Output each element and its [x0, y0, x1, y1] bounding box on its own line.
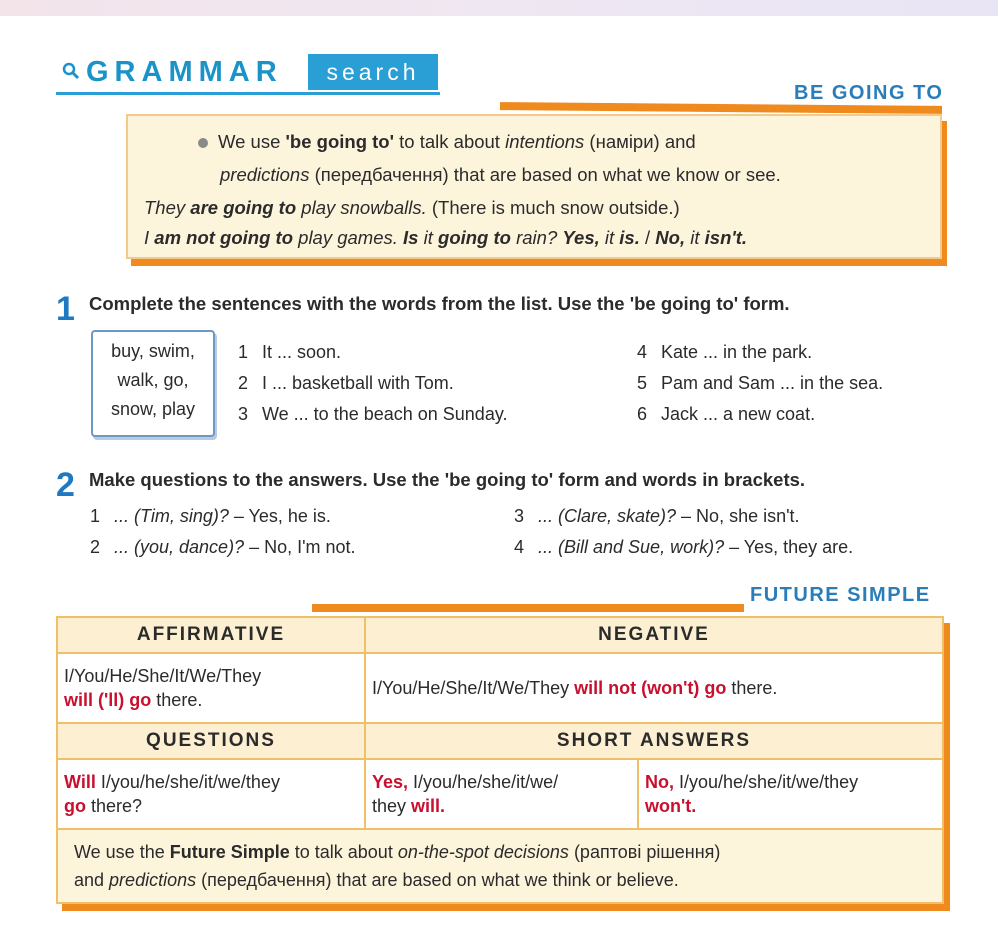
exercise-2-item	[90, 506, 331, 527]
word-list-line: walk, go,	[117, 370, 189, 390]
item-answer: – Yes, they are.	[724, 537, 854, 557]
item-text: Pam and Sam ... in the sea.	[661, 373, 884, 393]
text: Future Simple	[169, 842, 290, 862]
text: Yes,	[372, 772, 409, 792]
magnifier-icon	[62, 62, 80, 80]
text: We use	[218, 131, 286, 152]
exercise-2-item	[514, 506, 800, 527]
item-text: I ... basketball with Tom.	[262, 373, 454, 393]
text: it	[685, 227, 705, 248]
item-number: 2	[238, 373, 249, 393]
text: We use the	[74, 842, 170, 862]
text: there?	[86, 796, 143, 816]
text: isn't.	[704, 227, 748, 248]
text: go	[704, 678, 727, 698]
text: Is	[403, 227, 419, 248]
future-simple-title: FUTURE SIMPLE	[750, 584, 931, 606]
item-number: 3	[238, 404, 249, 424]
be-going-to-rule-box	[126, 114, 942, 259]
text: to talk about	[394, 131, 506, 152]
text: (передбачення) that are based on what we know or see.	[309, 164, 781, 185]
affirmative-cell	[57, 653, 365, 723]
exercise-1-item	[238, 342, 341, 363]
item-number: 2	[90, 537, 101, 557]
text: will.	[411, 796, 446, 816]
header-short-answers: SHORT ANSWERS	[365, 723, 943, 759]
exercise-2-number: 2	[56, 466, 75, 504]
text: (раптові рішення)	[568, 842, 721, 862]
word-list-box	[91, 330, 215, 437]
text: rain?	[510, 227, 563, 248]
item-number: 6	[637, 404, 648, 424]
short-answer-no-cell	[638, 759, 943, 829]
item-number: 1	[90, 506, 101, 526]
exercise-1-item	[238, 404, 508, 425]
question-cell	[57, 759, 365, 829]
example-line-1	[144, 196, 680, 220]
item-text: Kate ... in the park.	[661, 342, 813, 362]
header-underline	[56, 92, 440, 95]
text: No,	[655, 227, 686, 248]
text: I/you/he/she/it/we/	[408, 772, 559, 792]
exercise-1-item	[637, 342, 812, 363]
text: I/you/he/she/it/we/they	[674, 772, 859, 792]
text: am not going to	[154, 227, 294, 248]
word-list-line: snow, play	[110, 399, 196, 419]
exercise-2-item	[514, 537, 853, 558]
item-cue: ... (you, dance)?	[114, 537, 245, 557]
item-text: Jack ... a new coat.	[661, 404, 816, 424]
text: I/you/he/she/it/we/they	[95, 772, 280, 792]
orange-tab	[312, 604, 744, 612]
search-badge: search	[308, 54, 438, 90]
exercise-1-instruction: Complete the sentences with the words from the list. Use the 'be going to' form.	[89, 293, 790, 314]
text: They	[144, 197, 191, 218]
exercise-2-instruction: Make questions to the answers. Use the 'be going to' form and words in brackets.	[89, 469, 806, 490]
exercise-1-item	[238, 373, 454, 394]
text: and	[74, 870, 110, 890]
item-cue: ... (Clare, skate)?	[538, 506, 677, 526]
text: play games.	[293, 227, 404, 248]
text: to talk about	[289, 842, 398, 862]
text: I/You/He/She/It/We/They	[372, 678, 575, 698]
short-answer-yes-cell	[365, 759, 638, 829]
exercise-1-number: 1	[56, 290, 75, 328]
header-questions: QUESTIONS	[57, 723, 365, 759]
be-going-to-title: BE GOING TO	[794, 82, 944, 104]
text: there.	[151, 690, 203, 710]
text: going to	[438, 227, 511, 248]
exercise-1-item	[637, 404, 815, 425]
text: I/You/He/She/It/We/They	[64, 666, 262, 686]
text: predictions	[220, 164, 310, 185]
text: No,	[645, 772, 674, 792]
item-number: 4	[637, 342, 648, 362]
bullet-icon	[198, 138, 208, 148]
rule-line-2	[220, 163, 781, 187]
negative-cell	[365, 653, 943, 723]
text: predictions	[109, 870, 197, 890]
text: Will	[64, 772, 96, 792]
text: are going to	[190, 197, 297, 218]
text: intentions	[505, 131, 585, 152]
text: go	[64, 796, 86, 816]
exercise-2-item	[90, 537, 356, 558]
text: (won't)	[636, 678, 705, 698]
header-negative: NEGATIVE	[365, 617, 943, 653]
exercise-1-item	[637, 373, 883, 394]
word-list-line: buy, swim,	[111, 341, 195, 361]
rule-line-1	[198, 130, 696, 154]
text: (передбачення) that are based on what we think or believe.	[196, 870, 679, 890]
top-band	[0, 0, 998, 16]
text: 'be going to'	[285, 131, 395, 152]
item-number: 4	[514, 537, 525, 557]
text: will	[64, 690, 94, 710]
future-simple-table	[56, 616, 944, 904]
item-answer: – No, I'm not.	[244, 537, 356, 557]
item-cue: ... (Bill and Sue, work)?	[538, 537, 725, 557]
text: is.	[619, 227, 640, 248]
text: play snowballs.	[296, 197, 427, 218]
item-number: 1	[238, 342, 249, 362]
item-text: We ... to the beach on Sunday.	[262, 404, 508, 424]
future-simple-note	[57, 829, 943, 903]
item-answer: – No, she isn't.	[676, 506, 800, 526]
text: it	[418, 227, 439, 248]
item-cue: ... (Tim, sing)?	[114, 506, 229, 526]
text: /	[639, 227, 656, 248]
text: go	[129, 690, 152, 710]
text: there.	[726, 678, 778, 698]
text: (наміри) and	[584, 131, 696, 152]
item-text: It ... soon.	[262, 342, 342, 362]
text: won't.	[645, 796, 697, 816]
text: Yes,	[562, 227, 600, 248]
text: on-the-spot decisions	[397, 842, 569, 862]
text: (There is much snow outside.)	[426, 197, 680, 218]
text: it	[599, 227, 620, 248]
item-answer: – Yes, he is.	[228, 506, 331, 526]
text: they	[372, 796, 412, 816]
text: ('ll)	[93, 690, 130, 710]
example-line-2	[144, 226, 747, 250]
item-number: 5	[637, 373, 648, 393]
header-affirmative: AFFIRMATIVE	[57, 617, 365, 653]
text: will not	[574, 678, 637, 698]
grammar-label: GRAMMAR	[86, 56, 283, 88]
item-number: 3	[514, 506, 525, 526]
text: I	[144, 227, 155, 248]
